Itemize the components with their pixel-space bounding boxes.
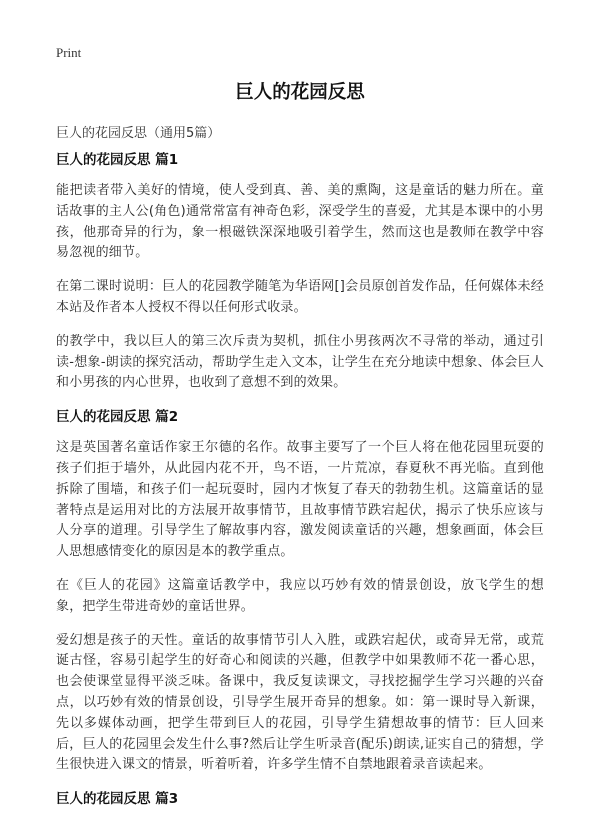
section-2-paragraph: 这是英国著名童话作家王尔德的名作。故事主要写了一个巨人将在他花园里玩耍的孩子们拒于墙外，从此园内花不开，鸟不语，一片荒凉，春夏秋不再光临。直到他拆除了围墙，和孩子们一起玩耍时，园内才恢复了春天的勃勃生机。这篇童话的显著特点是运用对比的方法展开故事情节，且故事情节跌宕起伏，揭示了快乐应该与人分享的道理。引导学生了解故事内容，激发阅读童话的兴趣，想象画面，体会巨人思想感情变化的原因是本的教学重点。 xyxy=(56,440,544,560)
document-body xyxy=(56,150,544,820)
section-1-paragraph: 能把读者带入美好的情境，使人受到真、善、美的熏陶，这是童话的魅力所在。童话故事的主人公(角色)通常常富有神奇色彩，深受学生的喜爱，尤其是本课中的小男孩，他那奇异的行为，象一根磁铁深深地吸引着学生，然而这也是教师在教学中容易忽视的细节。 xyxy=(56,183,544,261)
print-link[interactable]: Print xyxy=(56,45,82,60)
page-title: 巨人的花园反思 xyxy=(235,82,365,103)
section-2-paragraph: 爱幻想是孩子的天性。童话的故事情节引人入胜，或跌宕起伏，或奇异无常，或荒诞古怪，容易引起学生的好奇心和阅读的兴趣，但教学中如果教师不花一番心思，也会使课堂显得平淡乏味。备课中，我反复读课文，寻找挖掘学生学习兴趣的兴奋点，以巧妙有效的情景创设，引导学生展开奇异的想象。如：第一课时导入新课，先以多媒体动画，把学生带到巨人的花园，引导学生猜想故事的情节：巨人回来后，巨人的花园里会发生什么事?然后让学生听录音(配乐)朗读,证实自己的猜想，学生很快进入课文的情景，听着听着，许多学生情不自禁地跟着录音读起来。 xyxy=(56,632,544,773)
section-1-paragraph: 在第二课时说明：巨人的花园教学随笔为华语网[]会员原创首发作品，任何媒体未经本站及作者本人授权不得以任何形式收录。 xyxy=(56,279,544,315)
section-heading-2: 巨人的花园反思 篇2 xyxy=(56,409,179,426)
section-heading-1: 巨人的花园反思 篇1 xyxy=(56,152,179,168)
document-subtitle: 巨人的花园反思（通用5篇） xyxy=(56,126,221,141)
section-heading-3: 巨人的花园反思 篇3 xyxy=(56,791,179,808)
section-1-paragraph: 的教学中，我以巨人的第三次斥责为契机，抓住小男孩两次不寻常的举动，通过引读-想象-朗读的探究活动，帮助学生走入文本，让学生在充分地读中想象、体会巨人和小男孩的内心世界，也收到了意想不到的效果。 xyxy=(56,333,544,391)
section-2-paragraph: 在《巨人的花园》这篇童话教学中，我应以巧妙有效的情景创设，放飞学生的想象，把学生带进奇妙的童话世界。 xyxy=(56,577,544,614)
